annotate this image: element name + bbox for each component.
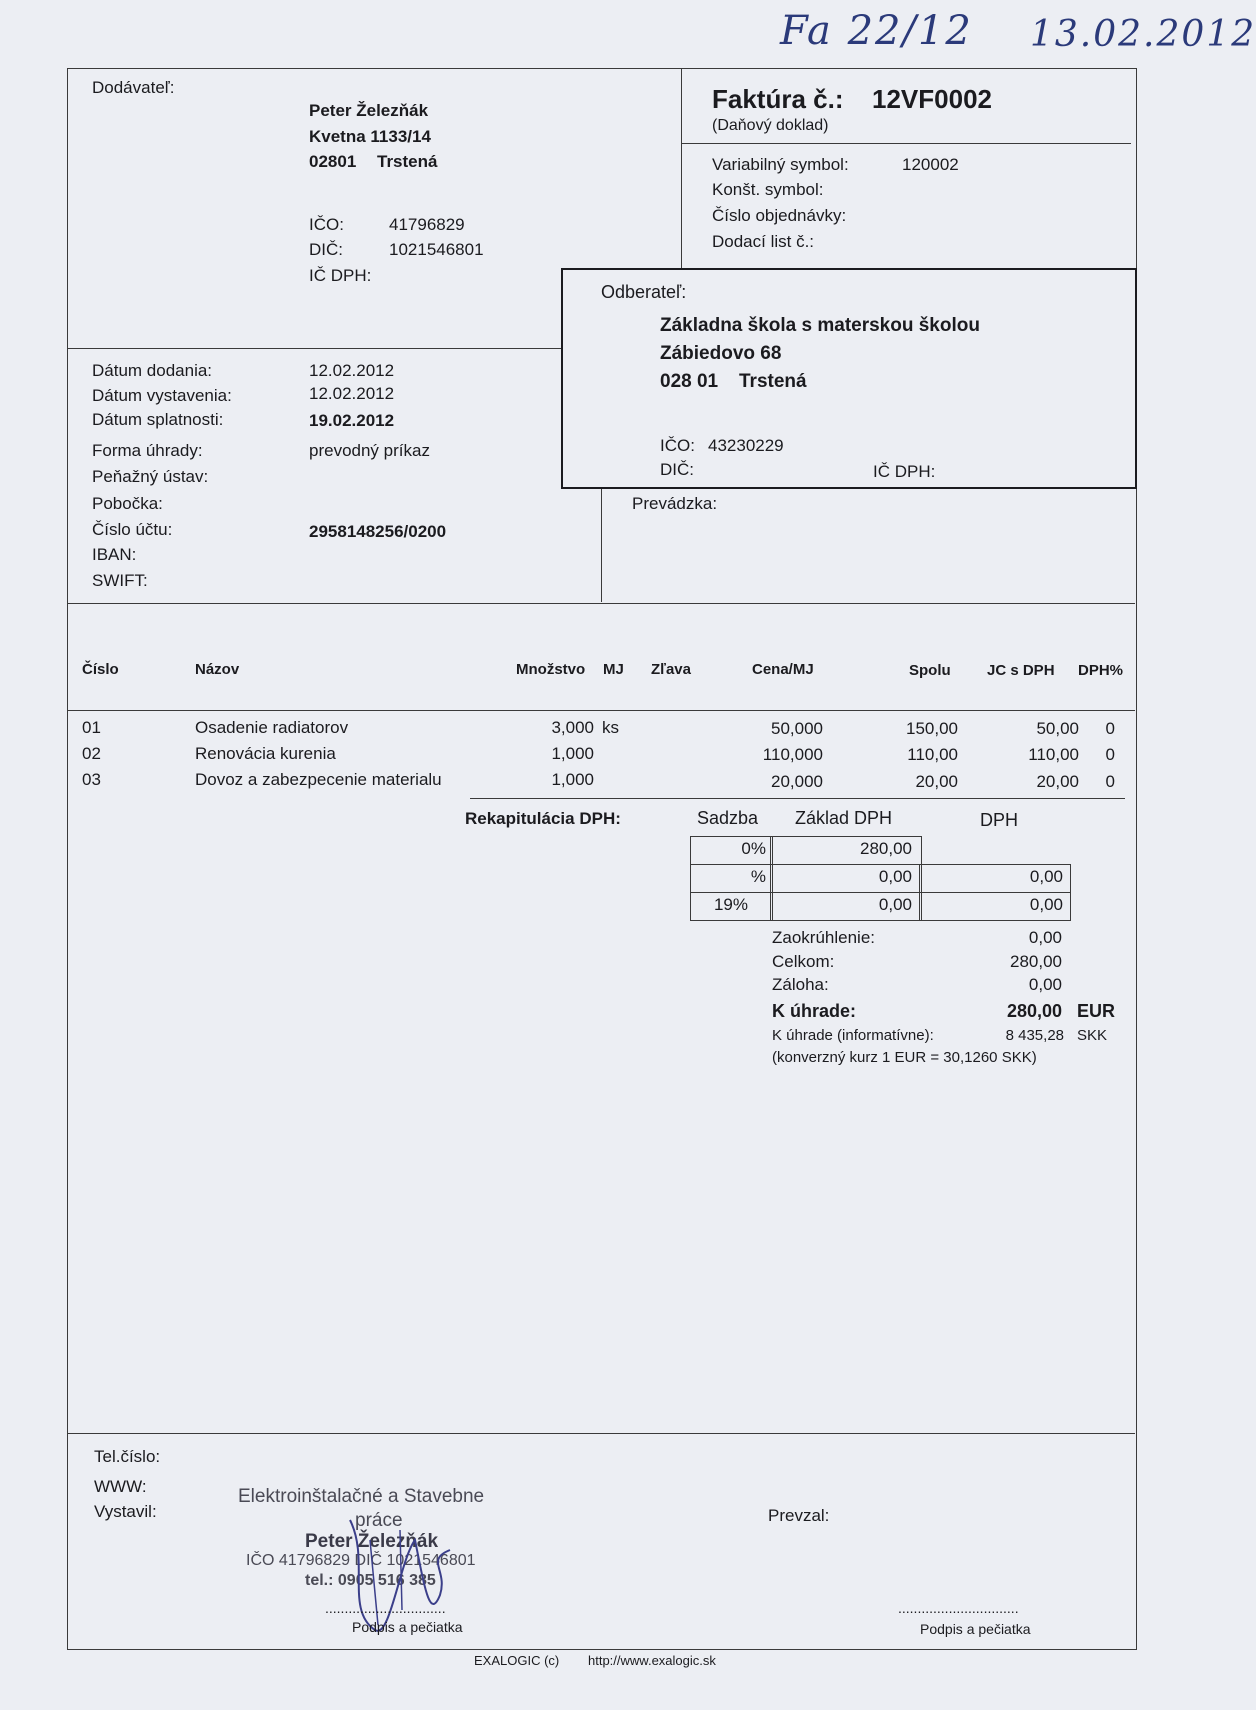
customer-ico: 43230229 (708, 436, 784, 455)
footer-top-rule (67, 1433, 1135, 1434)
vat-col-rate: Sadzba (697, 808, 759, 828)
supplier-street: Kvetna 1133/14 (309, 127, 431, 146)
supplier-icdph-label: IČ DPH: (309, 266, 372, 285)
row-quantity: 1,000 (551, 744, 594, 763)
amount-due-value: 280,00 (1006, 1001, 1062, 1021)
row-total: 20,00 (915, 772, 958, 791)
due-date: 19.02.2012 (309, 411, 395, 430)
supplier-ico: 41796829 (389, 215, 465, 234)
conversion-rate-note: (konverzný kurz 1 EUR = 30,1260 SKK) (772, 1049, 1037, 1066)
supplier-heading: Dodávateľ: (92, 78, 175, 97)
customer-icdph-label: IČ DPH: (873, 462, 936, 481)
delivery-date: 12.02.2012 (309, 361, 395, 380)
stamp-company-line1: Elektroinštalačné a Stavebne (238, 1486, 485, 1507)
row-number: 01 (82, 718, 101, 737)
col-unit-price: Cena/MJ (752, 661, 814, 678)
invoice-title: Faktúra č.: (712, 84, 844, 114)
supplier-ico-label: IČO: (309, 215, 344, 234)
supplier-city: Trstená (377, 152, 438, 171)
customer-heading: Odberateľ: (601, 282, 687, 302)
col-discount: Zľava (651, 661, 691, 678)
software-url[interactable]: http://www.exalogic.sk (588, 1653, 716, 1668)
dates-divider (601, 486, 602, 602)
stamp-phone: tel.: 0905 516 385 (305, 1572, 436, 1589)
items-header-rule (67, 710, 1135, 711)
received-by-label: Prevzal: (768, 1506, 830, 1525)
stamp-ids: IČO 41796829 DIČ 1021546801 (246, 1552, 476, 1569)
signature-dots-left: ............................... (325, 1600, 446, 1616)
row-unit-price-vat: 50,00 (1036, 719, 1079, 738)
row-number: 02 (82, 744, 101, 763)
supplier-zip: 02801 (309, 152, 357, 171)
row-unit-price: 50,000 (771, 719, 823, 738)
row-name: Dovoz a zabezpecenie materialu (195, 770, 442, 789)
payment-method-label: Forma úhrady: (92, 441, 203, 460)
row-unit-price: 20,000 (771, 772, 823, 791)
branch-label: Pobočka: (92, 494, 163, 513)
amount-due-label: K úhrade: (772, 1001, 857, 1021)
delivery-note-label: Dodací list č.: (712, 232, 815, 251)
row-vat-rate: 0 (1105, 745, 1115, 764)
delivery-date-label: Dátum dodania: (92, 361, 213, 380)
row-vat-rate: 0 (1105, 719, 1115, 738)
header-divider (681, 68, 682, 268)
col-unit-price-vat: JC s DPH (987, 662, 1055, 679)
account-label: Číslo účtu: (92, 520, 173, 539)
customer-zip: 028 01 (660, 371, 719, 392)
row-number: 03 (82, 770, 101, 789)
supplier-dic-label: DIČ: (309, 240, 343, 259)
row-unit-price-vat: 110,00 (1028, 745, 1079, 764)
issue-date: 12.02.2012 (309, 384, 395, 403)
customer-dic-label: DIČ: (660, 460, 694, 479)
vat-amount: 0,00 (1029, 867, 1063, 886)
invoice-number: 12VF0002 (872, 84, 992, 114)
iban-label: IBAN: (92, 545, 137, 564)
deposit-value: 0,00 (1028, 975, 1062, 994)
row-vat-rate: 0 (1105, 772, 1115, 791)
vat-base: 0,00 (878, 895, 912, 914)
col-name: Názov (195, 661, 240, 678)
col-unit: MJ (603, 661, 624, 678)
items-bottom-rule (470, 798, 1125, 799)
payment-method: prevodný príkaz (309, 441, 430, 460)
col-total: Spolu (909, 662, 951, 679)
due-date-label: Dátum splatnosti: (92, 410, 224, 429)
vat-col-base: Základ DPH (795, 808, 893, 828)
premises-label: Prevádzka: (632, 494, 718, 513)
customer-box (561, 268, 1137, 489)
website-label: WWW: (94, 1477, 147, 1496)
swift-label: SWIFT: (92, 571, 148, 590)
total-value: 280,00 (1010, 952, 1062, 971)
variable-symbol: 120002 (902, 155, 959, 174)
supplier-name: Peter Železňák (309, 101, 429, 120)
software-vendor: EXALOGIC (c) (474, 1653, 560, 1668)
col-quantity: Množstvo (516, 661, 586, 678)
details-bottom-rule (67, 603, 1135, 604)
customer-city: Trstená (739, 371, 807, 392)
vat-summary-title: Rekapitulácia DPH: (465, 809, 621, 828)
row-name: Renovácia kurenia (195, 744, 336, 763)
row-unit-price: 110,000 (762, 745, 823, 764)
constant-symbol-label: Konšt. symbol: (712, 180, 824, 199)
customer-street: Zábiedovo 68 (660, 343, 782, 364)
vat-amount: 0,00 (1029, 895, 1063, 914)
issued-by-label: Vystavil: (94, 1502, 157, 1521)
rounding-label: Zaokrúhlenie: (772, 928, 876, 947)
col-vat-rate: DPH% (1078, 662, 1124, 679)
vat-rate: % (750, 867, 766, 886)
vat-base: 0,00 (878, 867, 912, 886)
bank-label: Peňažný ústav: (92, 467, 209, 486)
row-quantity: 1,000 (551, 770, 594, 789)
row-total: 150,00 (906, 719, 958, 738)
amount-info-currency: SKK (1077, 1027, 1108, 1044)
issue-date-label: Dátum vystavenia: (92, 386, 232, 405)
row-unit: ks (602, 718, 619, 737)
supplier-bottom-rule (67, 348, 561, 349)
col-number: Číslo (82, 661, 119, 678)
handwritten-date: 13.02.2012 (1030, 14, 1256, 55)
invoice-subtitle: (Daňový doklad) (712, 117, 829, 134)
amount-info-label: K úhrade (informatívne): (772, 1027, 934, 1044)
variable-symbol-label: Variabilný symbol: (712, 155, 849, 174)
total-label: Celkom: (772, 952, 835, 971)
invoice-title-rule (681, 143, 1131, 144)
row-name: Osadenie radiatorov (195, 718, 349, 737)
amount-due-currency: EUR (1077, 1001, 1116, 1021)
customer-name: Základna škola s materskou školou (660, 315, 980, 336)
row-unit-price-vat: 20,00 (1036, 772, 1079, 791)
stamp-company-line2: práce (355, 1510, 403, 1531)
vat-col-vat: DPH (980, 810, 1019, 830)
vat-rate: 19% (713, 895, 748, 914)
customer-ico-label: IČO: (660, 436, 695, 455)
account-number: 2958148256/0200 (309, 522, 447, 541)
amount-info-value: 8 435,28 (1005, 1027, 1064, 1044)
vat-rate: 0% (741, 839, 766, 858)
signature-dots-right: ............................... (898, 1600, 1019, 1616)
handwritten-reference: Fa 22/12 (780, 8, 973, 54)
row-quantity: 3,000 (551, 718, 594, 737)
vat-base: 280,00 (860, 839, 912, 858)
rounding-value: 0,00 (1028, 928, 1062, 947)
signature-label-left: Podpis a pečiatka (352, 1619, 463, 1635)
signature-label-right: Podpis a pečiatka (920, 1621, 1031, 1637)
phone-label: Tel.číslo: (94, 1447, 161, 1466)
deposit-label: Záloha: (772, 975, 829, 994)
order-number-label: Číslo objednávky: (712, 206, 847, 225)
row-total: 110,00 (907, 745, 958, 764)
supplier-dic: 1021546801 (389, 240, 484, 259)
stamp-owner-name: Peter Železňák (305, 1531, 439, 1552)
